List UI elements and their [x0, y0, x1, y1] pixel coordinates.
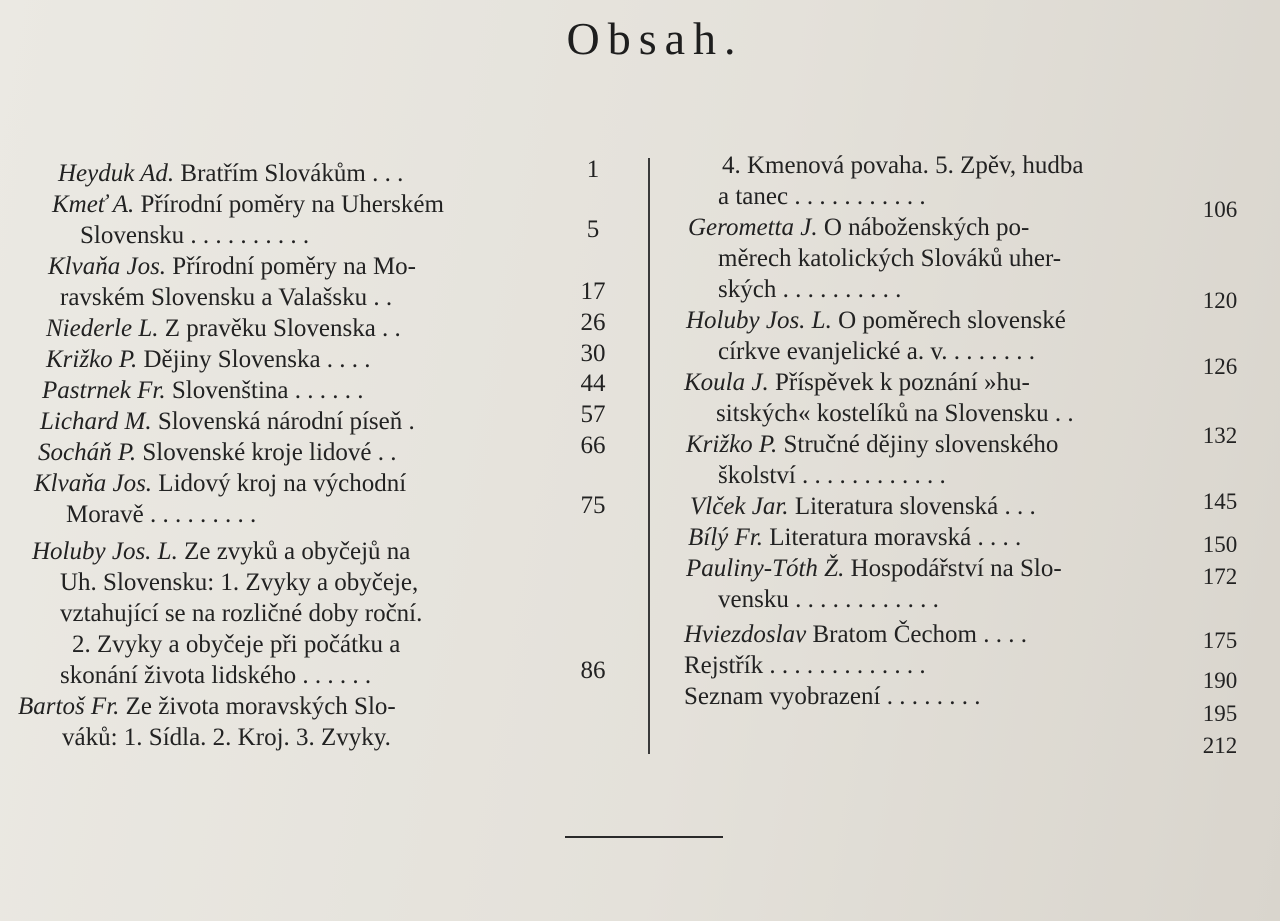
toc-author: Holuby Jos. L.: [686, 307, 832, 334]
toc-right-column: [684, 150, 1190, 712]
toc-entry: [14, 437, 554, 468]
toc-entry-title: Ze života moravských Slo-: [125, 693, 396, 720]
toc-entry: [684, 305, 1190, 367]
toc-author: Bartoš Fr.: [18, 693, 120, 720]
toc-author: Holuby Jos. L.: [32, 538, 178, 565]
toc-entry-line: vensku . . . . . . . . . . . .: [718, 586, 939, 613]
toc-entry: [684, 553, 1190, 615]
toc-entry-line: a tanec . . . . . . . . . . .: [718, 183, 926, 210]
toc-entry: [684, 491, 1190, 522]
toc-author: Klvaňa Jos.: [48, 253, 167, 280]
toc-entry-line: ravském Slovensku a Valašsku . .: [60, 284, 393, 311]
toc-entry-title: Bratom Čechom . . . .: [812, 621, 1028, 648]
toc-entry-title: Slovenské kroje lidové . .: [142, 439, 397, 466]
toc-entry: [14, 344, 554, 375]
toc-entry-title: Stručné dějiny slovenského: [783, 431, 1059, 458]
toc-entry-title: Slovenská národní píseň .: [157, 408, 415, 435]
toc-entry-line: církve evanjelické a. v. . . . . . . .: [718, 338, 1036, 365]
toc-page-number: 175: [1202, 628, 1238, 653]
toc-entry: [684, 150, 1190, 212]
toc-entry-line: váků: 1. Sídla. 2. Kroj. 3. Zvyky.: [62, 724, 391, 751]
toc-entry-line: ských . . . . . . . . . .: [718, 276, 902, 303]
toc-author: Koula J.: [684, 369, 769, 396]
toc-author: Klvaňa Jos.: [34, 470, 153, 497]
toc-author: Socháň P.: [38, 439, 137, 466]
toc-author: Bílý Fr.: [688, 524, 763, 551]
toc-entry: [14, 251, 554, 313]
toc-entry: [684, 367, 1190, 429]
toc-entry-title: Ze zvyků a obyčejů na: [184, 538, 411, 565]
toc-page-number: 57: [580, 401, 606, 428]
toc-entry: [14, 468, 554, 530]
toc-entry-title: Literatura moravská . . . .: [769, 524, 1022, 551]
toc-entry-line: sitských« kostelíků na Slovensku . .: [716, 400, 1074, 427]
toc-page-number: 120: [1202, 288, 1238, 313]
toc-entry-line: 4. Kmenová povaha. 5. Zpěv, hudba: [722, 152, 1084, 179]
toc-entry-line: Slovensku . . . . . . . . . .: [80, 222, 310, 249]
toc-author: Križko P.: [46, 346, 138, 373]
toc-page-number: 30: [580, 340, 606, 367]
toc-page-number: 132: [1202, 423, 1238, 448]
toc-page-number: 172: [1202, 564, 1238, 589]
toc-page-number: 190: [1202, 668, 1238, 693]
toc-entry-title: Bratřím Slovákům . . .: [180, 160, 404, 187]
toc-page-number: 195: [1202, 701, 1238, 726]
toc-author: Heyduk Ad.: [58, 160, 175, 187]
toc-entry-line: skonání života lidského . . . . . .: [60, 662, 372, 689]
toc-entry: [14, 158, 554, 189]
toc-entry-title: O poměrech slovenské: [838, 307, 1066, 334]
toc-page-number: 212: [1202, 733, 1238, 758]
toc-page-number: 75: [580, 492, 606, 519]
toc-author: Hviezdoslav: [684, 621, 807, 648]
toc-entry-title: Z pravěku Slovenska . .: [164, 315, 401, 342]
toc-entry-title: Dějiny Slovenska . . . .: [143, 346, 371, 373]
toc-entry: [14, 375, 554, 406]
toc-author: Križko P.: [686, 431, 778, 458]
toc-entry: [684, 619, 1190, 650]
toc-entry-title: Přírodní poměry na Mo-: [172, 253, 417, 280]
toc-page-number: 106: [1202, 197, 1238, 222]
toc-entry-line: Rejstřík . . . . . . . . . . . . .: [684, 652, 926, 679]
page-title: Obsah.: [566, 13, 744, 64]
toc-author: Lichard M.: [40, 408, 152, 435]
column-divider: [648, 158, 650, 754]
toc-entry: [14, 406, 554, 437]
toc-entry-title: Lidový kroj na východní: [158, 470, 407, 497]
toc-entry: [684, 212, 1190, 305]
toc-entry-line: Moravě . . . . . . . . .: [66, 501, 257, 528]
toc-entry-line: 2. Zvyky a obyčeje při počátku a: [72, 631, 401, 658]
toc-author: Kmeť A.: [52, 191, 135, 218]
toc-entry: [684, 650, 1190, 681]
bottom-rule: [565, 836, 723, 838]
toc-entry: [684, 522, 1190, 553]
toc-entry: [684, 429, 1190, 491]
toc-entry: [14, 313, 554, 344]
toc-entry: [14, 536, 554, 691]
toc-entry-line: Seznam vyobrazení . . . . . . . .: [684, 683, 981, 710]
toc-entry-line: měrech katolických Slováků uher-: [718, 245, 1062, 272]
toc-entry-title: O náboženských po-: [823, 214, 1030, 241]
toc-entry-title: Přírodní poměry na Uherském: [140, 191, 444, 218]
toc-page-number: 17: [580, 278, 606, 305]
toc-entry-line: vztahující se na rozličné doby roční.: [60, 600, 423, 627]
toc-author: Gerometta J.: [688, 214, 818, 241]
toc-page-number: 26: [580, 309, 606, 336]
toc-left-column: [14, 158, 554, 753]
toc-author: Niederle L.: [46, 315, 159, 342]
toc-entry-title: Literatura slovenská . . .: [794, 493, 1036, 520]
toc-entry-title: Hospodářství na Slo-: [850, 555, 1062, 582]
toc-entry-line: školství . . . . . . . . . . . .: [718, 462, 946, 489]
toc-page-number: 145: [1202, 489, 1238, 514]
toc-page-number: 126: [1202, 354, 1238, 379]
toc-entry: [14, 691, 554, 753]
toc-entry: [684, 681, 1190, 712]
toc-author: Pauliny-Tóth Ž.: [686, 555, 845, 582]
toc-author: Vlček Jar.: [690, 493, 789, 520]
toc-page-number: 150: [1202, 532, 1238, 557]
toc-entry: [14, 189, 554, 251]
toc-page-number: 1: [586, 156, 600, 183]
toc-page-number: 86: [580, 657, 606, 684]
toc-author: Pastrnek Fr.: [42, 377, 166, 404]
toc-entry-title: Slovenština . . . . . .: [171, 377, 364, 404]
toc-entry-title: Příspěvek k poznání »hu-: [774, 369, 1030, 396]
toc-page-number: 66: [580, 432, 606, 459]
toc-page-number: 5: [586, 216, 600, 243]
toc-entry-line: Uh. Slovensku: 1. Zvyky a obyčeje,: [60, 569, 419, 596]
toc-page-number: 44: [580, 370, 606, 397]
